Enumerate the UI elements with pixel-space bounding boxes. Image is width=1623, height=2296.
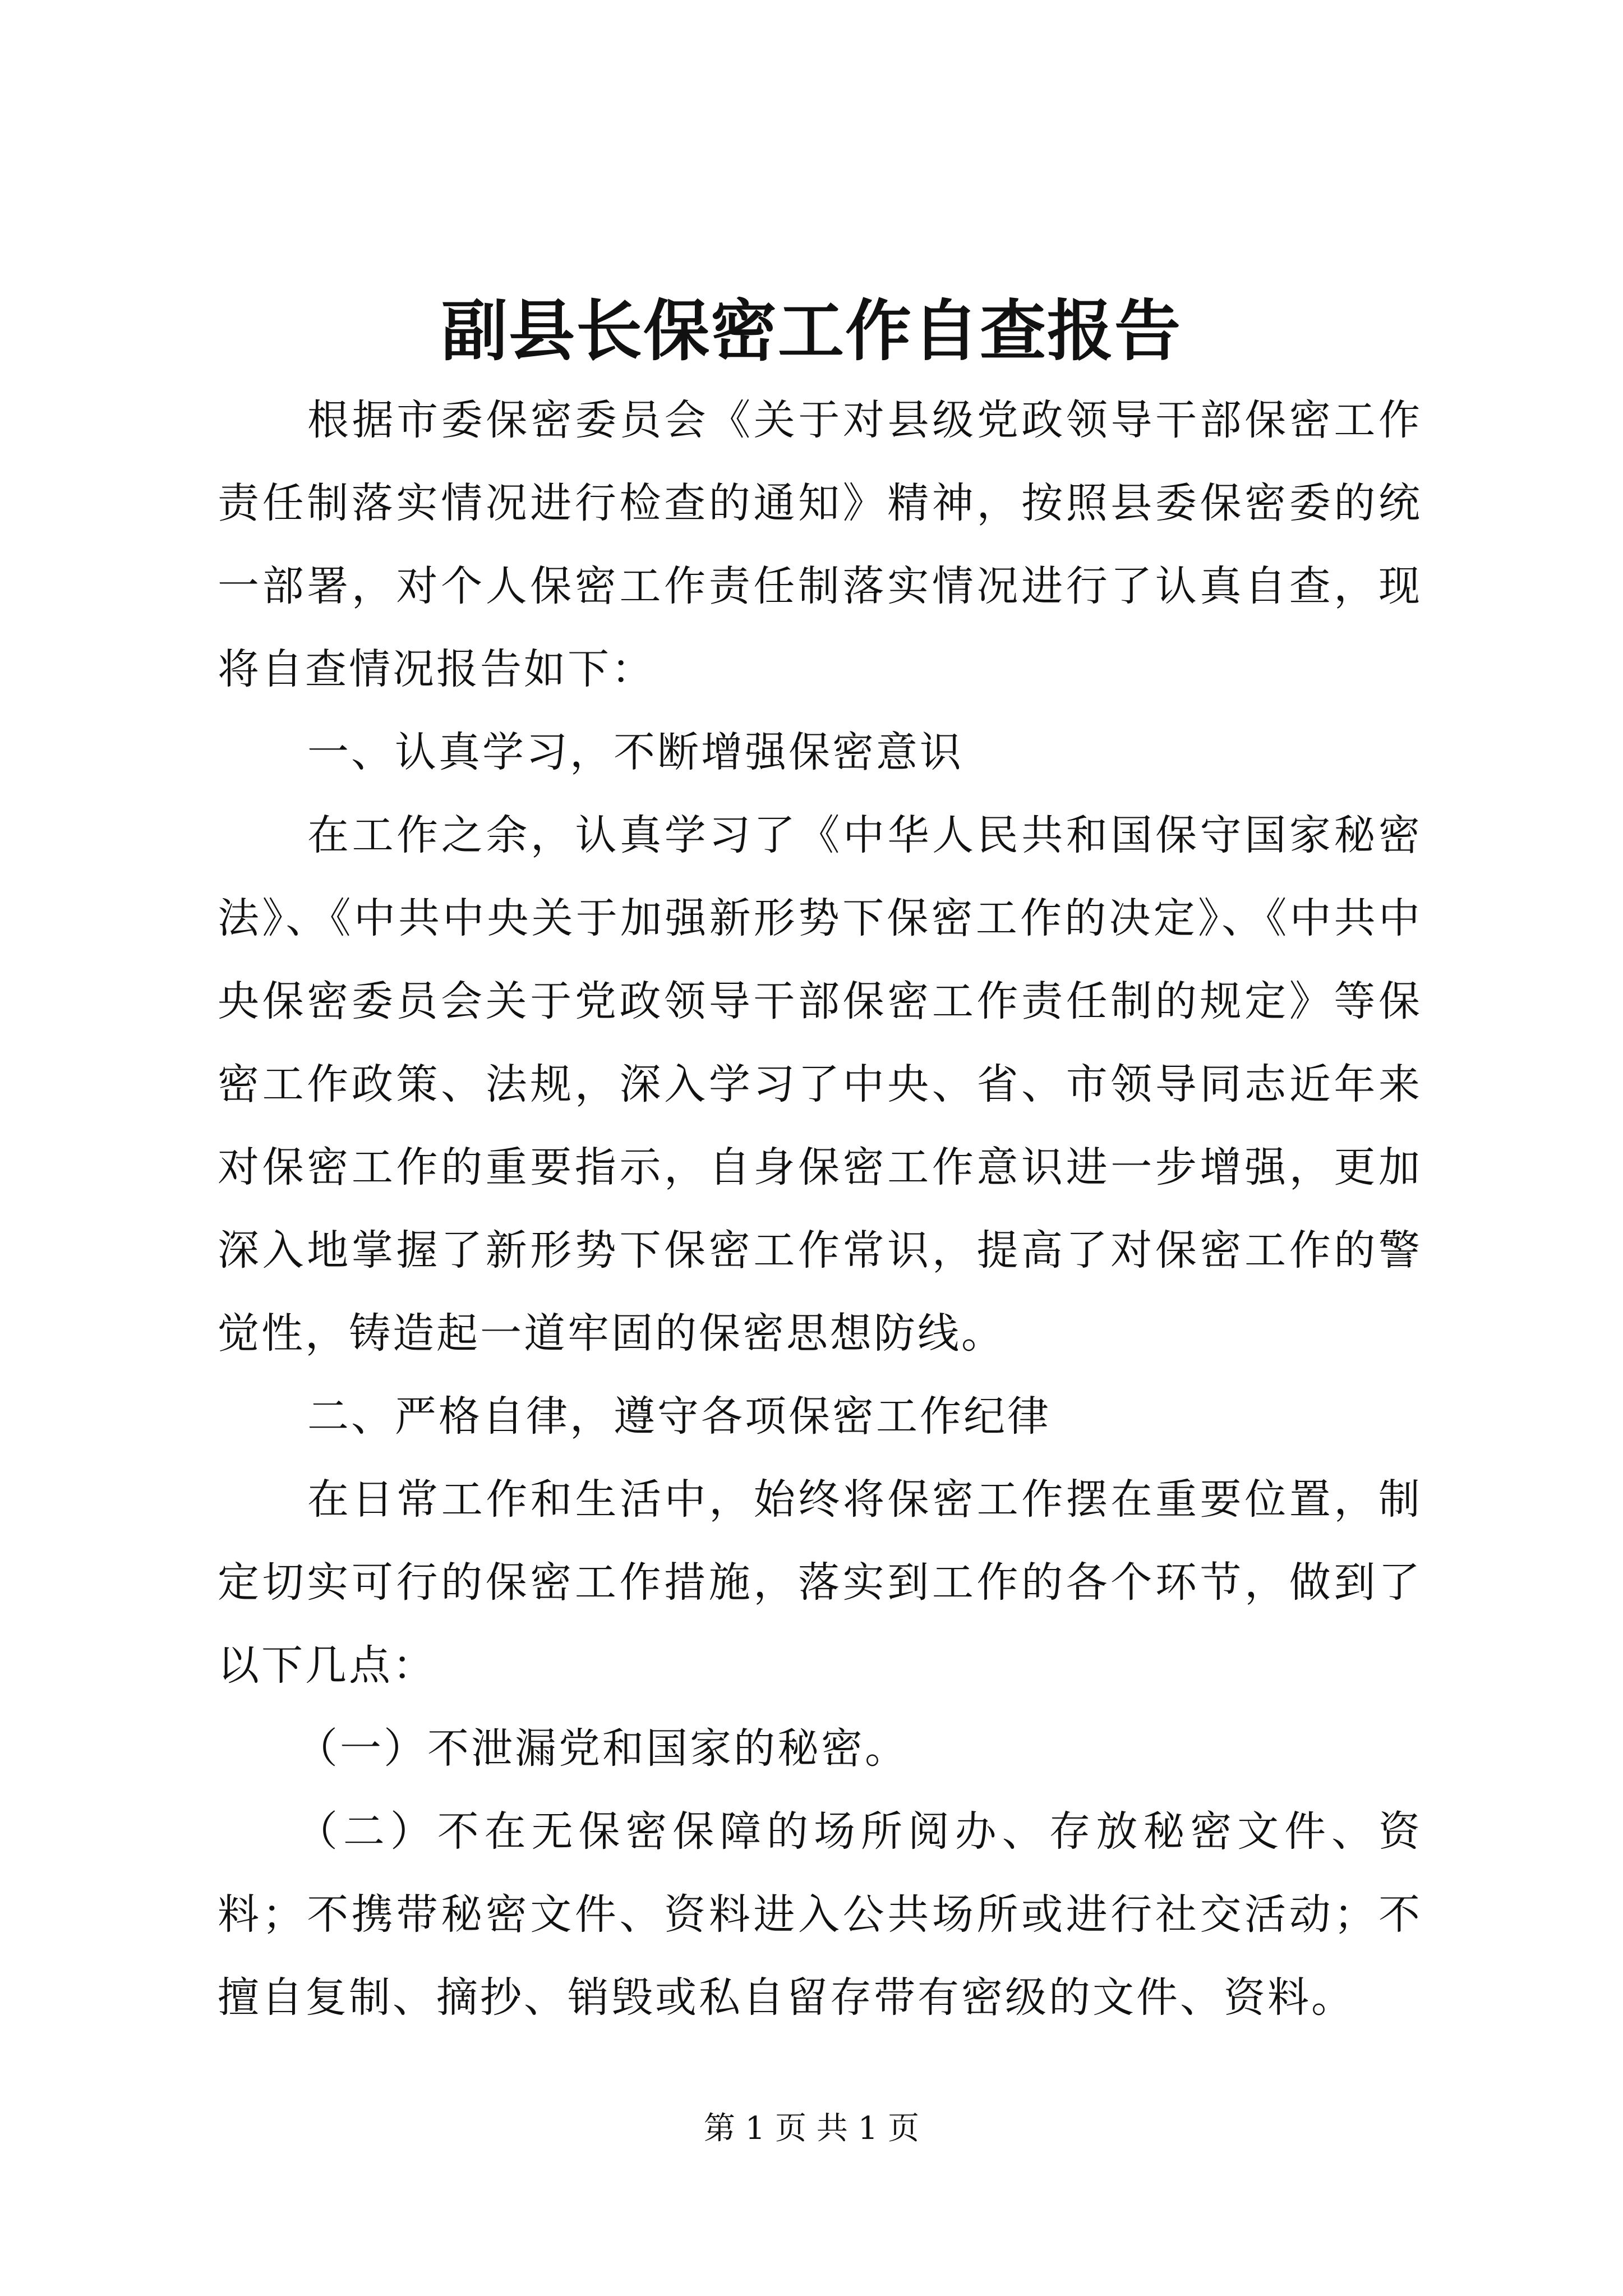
document-body xyxy=(218,379,1422,2039)
section-heading-1: 一、认真学习，不断增强保密意识 xyxy=(307,728,963,776)
section-1-paragraph: 在工作之余，认真学习了《中华人民共和国保守国家秘密法》、《中共中央关于加强新形势下保密工作的决定》、《中共中央保密委员会关于党政领导干部保密工作责任制的规定》等保密工作政策、法规，深入学习了中央、省、市领导同志近年来对保密工作的重要指示，自身保密工作意识进一步增强，更加深入地掌握了新形势下保密工作常识，提高了对保密工作的警觉性，铸造起一道牢固的保密思想防线。 xyxy=(218,811,1422,1358)
list-item-2: （二）不在无保密保障的场所阅办、存放秘密文件、资料；不携带秘密文件、资料进入公共场所或进行社交活动；不擅自复制、摘抄、销毁或私自留存带有密级的文件、资料。 xyxy=(218,1807,1422,2022)
document-title: 副县长保密工作自查报告 xyxy=(441,292,1182,370)
page-footer: 第 1 页 共 1 页 xyxy=(703,2110,920,2147)
intro-paragraph: 根据市委保密委员会《关于对县级党政领导干部保密工作责任制落实情况进行检查的通知》精神，按照县委保密委的统一部署，对个人保密工作责任制落实情况进行了认真自查，现将自查情况报告如下： xyxy=(218,396,1422,693)
section-heading-2: 二、严格自律，遵守各项保密工作纪律 xyxy=(307,1392,1051,1441)
list-item-1: （一）不泄漏党和国家的秘密。 xyxy=(296,1724,909,1773)
section-2-paragraph: 在日常工作和生活中，始终将保密工作摆在重要位置，制定切实可行的保密工作措施，落实到工作的各个环节，做到了以下几点： xyxy=(218,1475,1422,1690)
